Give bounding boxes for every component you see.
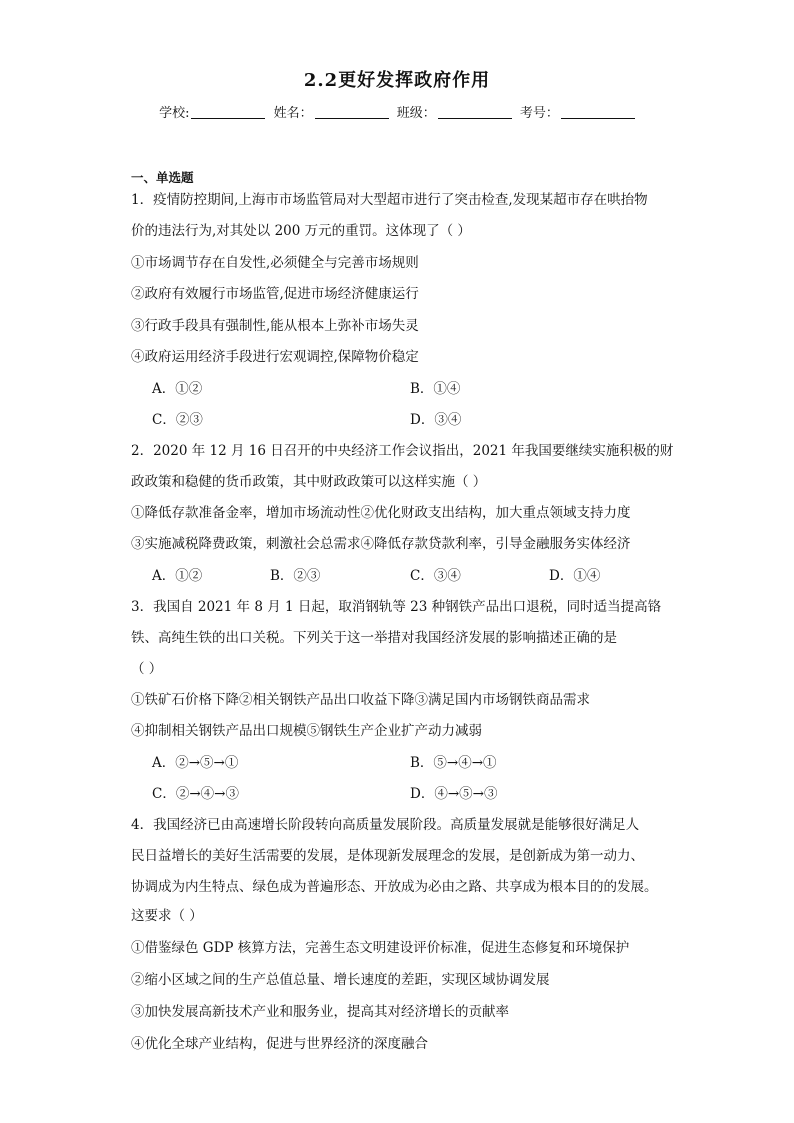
q4-stem-line-1: 4．我国经济已由高速增长阶段转向高质量发展阶段。高质量发展就是能够很好满足人 [131,817,640,833]
q4-statement-2: ②缩小区域之间的生产总值总量、增长速度的差距，实现区域协调发展 [131,972,550,988]
exam-no-field[interactable] [520,102,635,121]
q2-option-a[interactable]: A．①② [152,568,203,584]
q2-stem-line-2: 政政策和稳健的货币政策，其中财政政策可以这样实施（ ） [131,474,487,490]
q3-stem-line-1: 3．我国自 2021 年 8 月 1 日起，取消钢轨等 23 种钢铁产品出口退税，同时适当提高铬 [131,599,662,615]
exam-no-blank[interactable] [561,104,635,119]
q2-option-b[interactable]: B．②③ [270,568,321,584]
q1-option-a[interactable]: A．①② [152,381,203,397]
q4-stem-line-2: 民日益增长的美好生活需要的发展，是体现新发展理念的发展，是创新成为第一动力、 [131,848,644,864]
q3-stem-line-2: 铁、高纯生铁的出口关税。下列关于这一举措对我国经济发展的影响描述正确的是 [131,630,617,646]
q1-statement-4: ④政府运用经济手段进行宏观调控,保障物价稳定 [131,349,419,365]
q3-option-c[interactable]: C．②→④→③ [152,786,239,802]
q2-option-d[interactable]: D．①④ [549,568,601,584]
q1-stem-line-1: 1．疫情防控期间,上海市市场监管局对大型超市进行了突击检查,发现某超市存在哄抬物 [131,192,648,208]
name-label: 姓名： [273,106,313,121]
q1-stem-line-2: 价的违法行为,对其处以 200 万元的重罚。这体现了（ ） [131,223,471,239]
q1-option-d[interactable]: D．③④ [410,412,462,428]
q2-option-c[interactable]: C．③④ [410,568,461,584]
class-blank[interactable] [438,104,512,119]
name-blank[interactable] [315,104,389,119]
q3-option-d[interactable]: D．④→⑤→③ [410,786,498,802]
q2-statements-3-4: ③实施减税降费政策，刺激社会总需求④降低存款贷款利率，引导金融服务实体经济 [131,536,631,552]
q4-statement-1: ①借鉴绿色 GDP 核算方法，完善生态文明建设评价标准，促进生态修复和环境保护 [131,940,630,956]
q3-option-a[interactable]: A．②→⑤→① [152,755,239,771]
q1-statement-2: ②政府有效履行市场监管,促进市场经济健康运行 [131,286,419,302]
q1-statement-3: ③行政手段具有强制性,能从根本上弥补市场失灵 [131,318,419,334]
q4-stem-line-4: 这要求（ ） [131,908,203,924]
school-field[interactable] [159,102,265,121]
school-blank[interactable] [191,104,265,119]
name-field[interactable] [274,102,389,121]
q3-stem-line-3: （ ） [131,661,163,677]
q2-statements-1-2: ①降低存款准备金率，增加市场流动性②优化财政支出结构，加大重点领域支持力度 [131,505,631,521]
q1-statement-1: ①市场调节存在自发性,必须健全与完善市场规则 [131,255,419,271]
q2-stem-line-1: 2．2020 年 12 月 16 日召开的中央经济工作会议指出，2021 年我国要继续实施积极的财 [131,443,674,459]
class-field[interactable] [397,102,512,121]
q4-statement-4: ④优化全球产业结构，促进与世界经济的深度融合 [131,1036,428,1052]
section-heading: 一、单选题 [131,170,194,185]
q3-option-b[interactable]: B．⑤→④→① [410,755,497,771]
q3-statements-1-3: ①铁矿石价格下降②相关钢铁产品出口收益下降③满足国内市场钢铁商品需求 [131,692,590,708]
q1-option-c[interactable]: C．②③ [152,412,203,428]
student-info-row [0,102,794,121]
page-title: 2.2更好发挥政府作用 [303,70,491,91]
q4-statement-3: ③加快发展高新技术产业和服务业，提高其对经济增长的贡献率 [131,1004,509,1020]
exam-no-label: 考号： [519,106,559,121]
q4-stem-line-3: 协调成为内生特点、绿色成为普遍形态、开放成为必由之路、共享成为根本目的的发展。 [131,879,658,895]
q3-statements-4-5: ④抑制相关钢铁产品出口规模⑤钢铁生产企业扩产动力减弱 [131,723,482,739]
class-label: 班级： [396,106,436,121]
q1-option-b[interactable]: B．①④ [410,381,461,397]
school-label: 学校: [159,106,190,121]
